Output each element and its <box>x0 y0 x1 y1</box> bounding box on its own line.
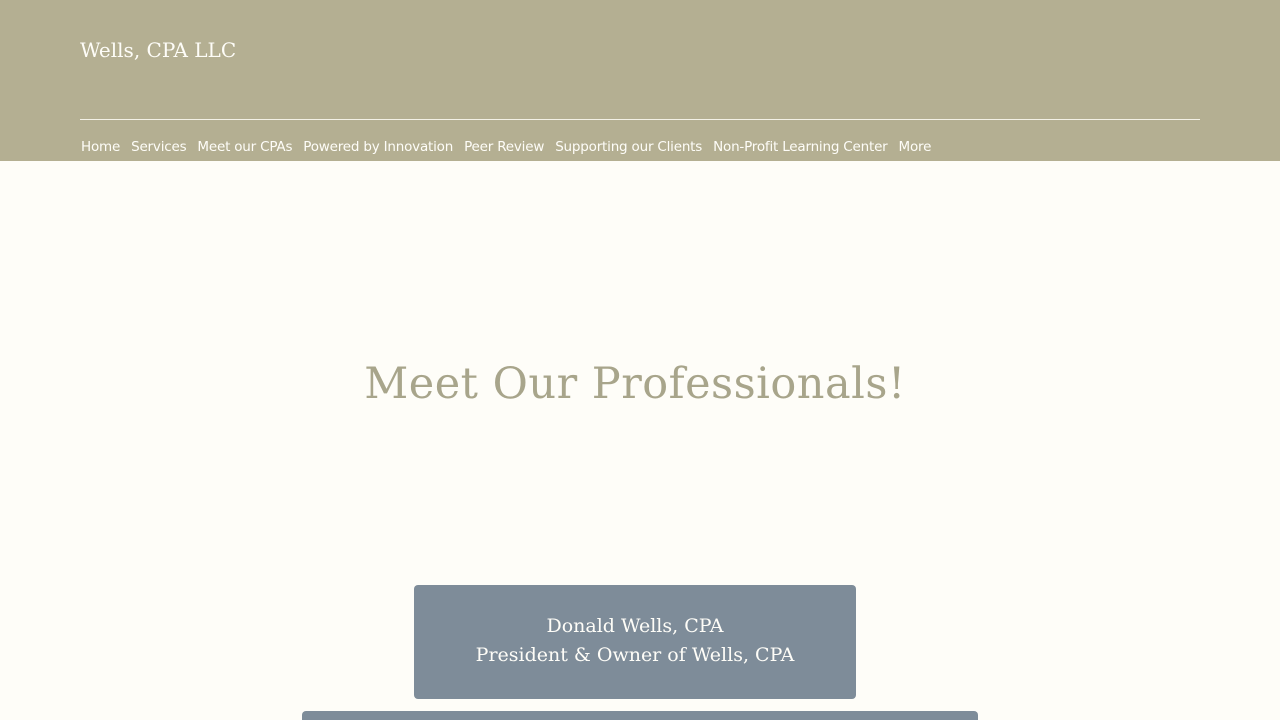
profile-name: Donald Wells, CPA <box>546 615 724 637</box>
site-header <box>0 0 1280 161</box>
page-heading: Meet Our Professionals! <box>364 359 906 409</box>
profile-card-partial[interactable] <box>302 711 978 720</box>
profile-card-donald-wells[interactable] <box>414 585 856 699</box>
nav-item-meet-our-cpas[interactable]: Meet our CPAs <box>197 139 293 155</box>
header-divider <box>80 119 1200 120</box>
site-title-link[interactable]: Wells, CPA LLC <box>80 38 237 62</box>
nav-item-powered-by-innovation[interactable]: Powered by Innovation <box>303 139 454 155</box>
profile-title: President & Owner of Wells, CPA <box>475 644 795 666</box>
nav-item-non-profit-learning-center[interactable]: Non-Profit Learning Center <box>713 139 888 155</box>
nav-item-home[interactable]: Home <box>81 139 121 155</box>
nav-item-more[interactable]: More <box>898 139 932 155</box>
main-navigation <box>80 137 941 157</box>
nav-item-supporting-our-clients[interactable]: Supporting our Clients <box>555 139 703 155</box>
nav-item-services[interactable]: Services <box>131 139 187 155</box>
nav-item-peer-review[interactable]: Peer Review <box>464 139 545 155</box>
